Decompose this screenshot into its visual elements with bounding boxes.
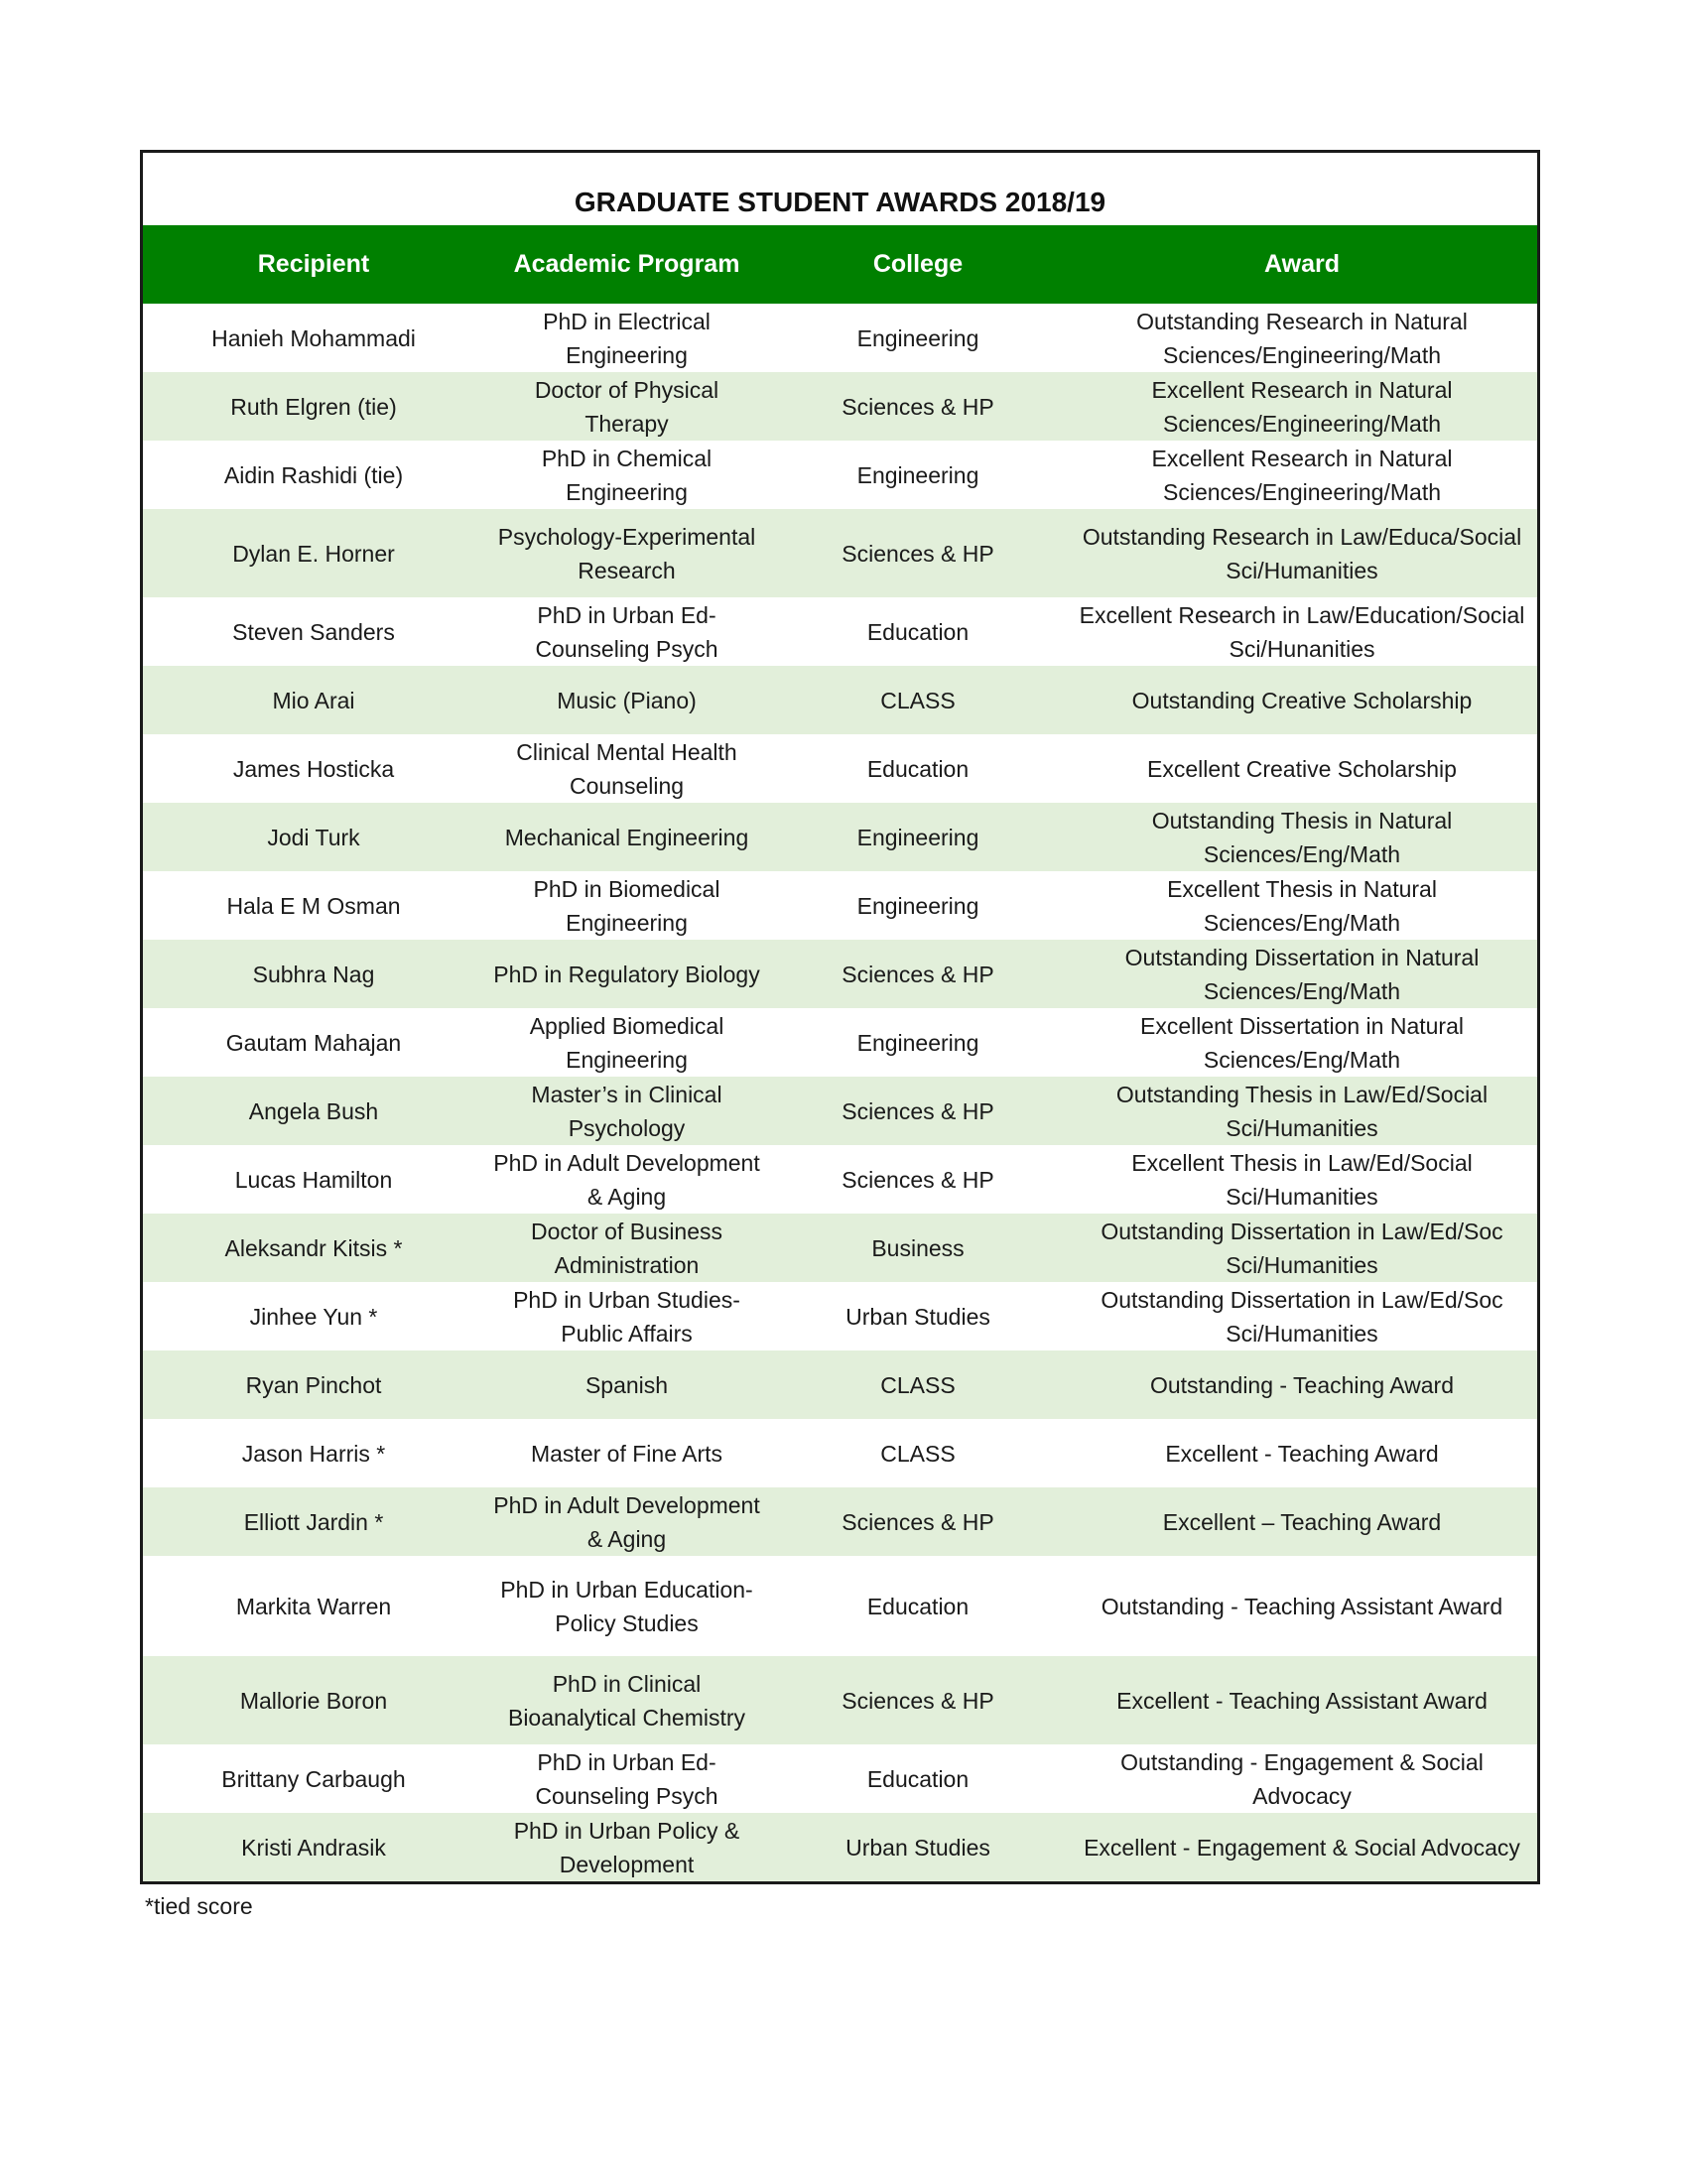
- cell-college: CLASS: [880, 1440, 956, 1467]
- cell-award: Outstanding Research in Natural Sciences/Engineering/Math: [1136, 308, 1468, 368]
- cell-award: Outstanding Research in Law/Educa/Social Sci/Humanities: [1082, 523, 1522, 583]
- cell-college: Engineering: [856, 461, 979, 488]
- document-title: GRADUATE STUDENT AWARDS 2018/19: [574, 187, 1106, 217]
- cell-award: Outstanding - Teaching Assistant Award: [1101, 1593, 1503, 1619]
- cell-award: Outstanding Dissertation in Natural Sciences/Eng/Math: [1124, 944, 1480, 1004]
- cell-college: Engineering: [856, 324, 979, 351]
- cell-academic-program: PhD in Adult Development & Aging: [493, 1491, 760, 1552]
- cell-college: Sciences & HP: [842, 540, 994, 567]
- table-row: [143, 509, 1537, 597]
- table-row: [143, 1556, 1537, 1656]
- cell-recipient: Ryan Pinchot: [245, 1371, 382, 1398]
- cell-academic-program: PhD in Electrical Engineering: [543, 308, 711, 368]
- cell-recipient: Kristi Andrasik: [241, 1834, 386, 1861]
- cell-award: Outstanding Dissertation in Law/Ed/Soc Sci/Humanities: [1101, 1218, 1503, 1278]
- table-row: [143, 597, 1537, 666]
- cell-recipient: Jason Harris *: [241, 1440, 386, 1467]
- cell-recipient: Ruth Elgren (tie): [230, 393, 397, 420]
- cell-award: Excellent Creative Scholarship: [1147, 755, 1457, 782]
- table-row: [143, 1350, 1537, 1419]
- table-row: [143, 940, 1537, 1008]
- cell-award: Excellent Research in Natural Sciences/Engineering/Math: [1151, 376, 1453, 437]
- cell-recipient: James Hosticka: [232, 755, 395, 782]
- cell-recipient: Brittany Carbaugh: [221, 1765, 406, 1792]
- cell-college: Sciences & HP: [842, 1687, 994, 1714]
- cell-recipient: Gautam Mahajan: [225, 1029, 402, 1056]
- table-header-row: [143, 225, 1537, 304]
- cell-recipient: Hanieh Mohammadi: [211, 324, 416, 351]
- cell-academic-program: Spanish: [584, 1371, 669, 1398]
- table-body: [143, 304, 1537, 1881]
- column-header-recipient: Recipient: [257, 250, 370, 278]
- table-row: [143, 734, 1537, 803]
- table-row: [143, 372, 1537, 441]
- cell-academic-program: PhD in Urban Ed-Counseling Psych: [535, 601, 718, 662]
- table-row: [143, 666, 1537, 734]
- cell-academic-program: Master’s in Clinical Psychology: [531, 1081, 722, 1141]
- cell-academic-program: Mechanical Engineering: [504, 824, 749, 850]
- cell-college: Sciences & HP: [842, 961, 994, 987]
- cell-award: Outstanding - Teaching Award: [1149, 1371, 1455, 1398]
- cell-college: Education: [866, 618, 970, 645]
- cell-award: Excellent Thesis in Law/Ed/Social Sci/Humanities: [1131, 1149, 1473, 1210]
- cell-award: Excellent - Teaching Award: [1165, 1440, 1439, 1467]
- cell-college: Sciences & HP: [842, 1166, 994, 1193]
- table-row: [143, 1813, 1537, 1881]
- table-row: [143, 871, 1537, 940]
- cell-academic-program: PhD in Urban Ed-Counseling Psych: [535, 1748, 718, 1809]
- table-row: [143, 1282, 1537, 1350]
- cell-college: Sciences & HP: [842, 393, 994, 420]
- column-header-academic-program: Academic Program: [513, 250, 740, 278]
- table-row: [143, 304, 1537, 372]
- cell-recipient: Lucas Hamilton: [234, 1166, 393, 1193]
- cell-college: Sciences & HP: [842, 1097, 994, 1124]
- cell-award: Excellent Dissertation in Natural Sciences/Eng/Math: [1140, 1012, 1464, 1073]
- cell-recipient: Aidin Rashidi (tie): [223, 461, 404, 488]
- cell-college: Engineering: [856, 892, 979, 919]
- cell-academic-program: PhD in Urban Policy & Development: [513, 1817, 740, 1877]
- cell-college: Engineering: [856, 1029, 979, 1056]
- cell-academic-program: PhD in Biomedical Engineering: [533, 875, 720, 936]
- cell-award: Excellent Thesis in Natural Sciences/Eng/Math: [1167, 875, 1437, 936]
- cell-recipient: Mallorie Boron: [239, 1687, 388, 1714]
- table-row: [143, 1487, 1537, 1556]
- cell-award: Excellent – Teaching Award: [1162, 1508, 1442, 1535]
- cell-academic-program: Doctor of Physical Therapy: [534, 376, 719, 437]
- cell-academic-program: Doctor of Business Administration: [530, 1218, 723, 1278]
- cell-recipient: Jodi Turk: [267, 824, 360, 850]
- cell-award: Excellent Research in Law/Education/Social Sci/Hunanities: [1079, 601, 1525, 662]
- cell-award: Excellent - Teaching Assistant Award: [1116, 1687, 1488, 1714]
- cell-award: Outstanding Creative Scholarship: [1131, 687, 1473, 713]
- cell-academic-program: Psychology-Experimental Research: [497, 523, 756, 583]
- cell-academic-program: PhD in Adult Development & Aging: [493, 1149, 760, 1210]
- cell-award: Excellent Research in Natural Sciences/Engineering/Math: [1151, 445, 1453, 505]
- cell-award: Outstanding Thesis in Law/Ed/Social Sci/Humanities: [1115, 1081, 1489, 1141]
- cell-academic-program: PhD in Urban Education-Policy Studies: [500, 1576, 753, 1636]
- table-row: [143, 1744, 1537, 1813]
- table-row: [143, 441, 1537, 509]
- cell-college: Urban Studies: [845, 1303, 990, 1330]
- cell-college: Engineering: [856, 824, 979, 850]
- table-row: [143, 1214, 1537, 1282]
- cell-college: Education: [866, 1593, 970, 1619]
- cell-academic-program: Master of Fine Arts: [530, 1440, 722, 1467]
- cell-academic-program: PhD in Urban Studies-Public Affairs: [513, 1286, 740, 1347]
- cell-recipient: Steven Sanders: [232, 618, 395, 645]
- cell-recipient: Subhra Nag: [252, 961, 375, 987]
- cell-college: Sciences & HP: [842, 1508, 994, 1535]
- table-row: [143, 803, 1537, 871]
- cell-college: Education: [866, 755, 970, 782]
- table-row: [143, 1145, 1537, 1214]
- cell-academic-program: Clinical Mental Health Counseling: [516, 738, 737, 799]
- cell-recipient: Elliott Jardin *: [243, 1508, 384, 1535]
- column-header-college: College: [872, 250, 964, 278]
- cell-academic-program: PhD in Chemical Engineering: [541, 445, 713, 505]
- awards-table: [143, 225, 1537, 1881]
- cell-recipient: Jinhee Yun *: [249, 1303, 378, 1330]
- cell-academic-program: PhD in Regulatory Biology: [493, 961, 760, 987]
- cell-recipient: Markita Warren: [235, 1593, 392, 1619]
- cell-college: Education: [866, 1765, 970, 1792]
- cell-recipient: Angela Bush: [248, 1097, 379, 1124]
- cell-award: Excellent - Engagement & Social Advocacy: [1084, 1834, 1520, 1861]
- cell-recipient: Dylan E. Horner: [232, 540, 395, 567]
- column-header-award: Award: [1264, 250, 1340, 278]
- cell-college: CLASS: [880, 1371, 956, 1398]
- table-row: [143, 1656, 1537, 1744]
- cell-award: Outstanding Dissertation in Law/Ed/Soc Sci/Humanities: [1101, 1286, 1503, 1347]
- table-row: [143, 1419, 1537, 1487]
- cell-award: Outstanding - Engagement & Social Advocacy: [1120, 1748, 1484, 1809]
- cell-academic-program: Applied Biomedical Engineering: [529, 1012, 724, 1073]
- awards-table-frame: [140, 150, 1540, 1884]
- cell-college: Business: [871, 1234, 965, 1261]
- cell-college: CLASS: [880, 687, 956, 713]
- cell-academic-program: Music (Piano): [557, 687, 697, 713]
- cell-recipient: Mio Arai: [272, 687, 355, 713]
- cell-recipient: Aleksandr Kitsis *: [224, 1234, 403, 1261]
- table-row: [143, 1077, 1537, 1145]
- cell-academic-program: PhD in Clinical Bioanalytical Chemistry: [507, 1670, 746, 1731]
- table-row: [143, 1008, 1537, 1077]
- cell-recipient: Hala E M Osman: [226, 892, 401, 919]
- cell-college: Urban Studies: [845, 1834, 990, 1861]
- footnote: *tied score: [145, 1893, 253, 1919]
- cell-award: Outstanding Thesis in Natural Sciences/Eng/Math: [1151, 807, 1453, 867]
